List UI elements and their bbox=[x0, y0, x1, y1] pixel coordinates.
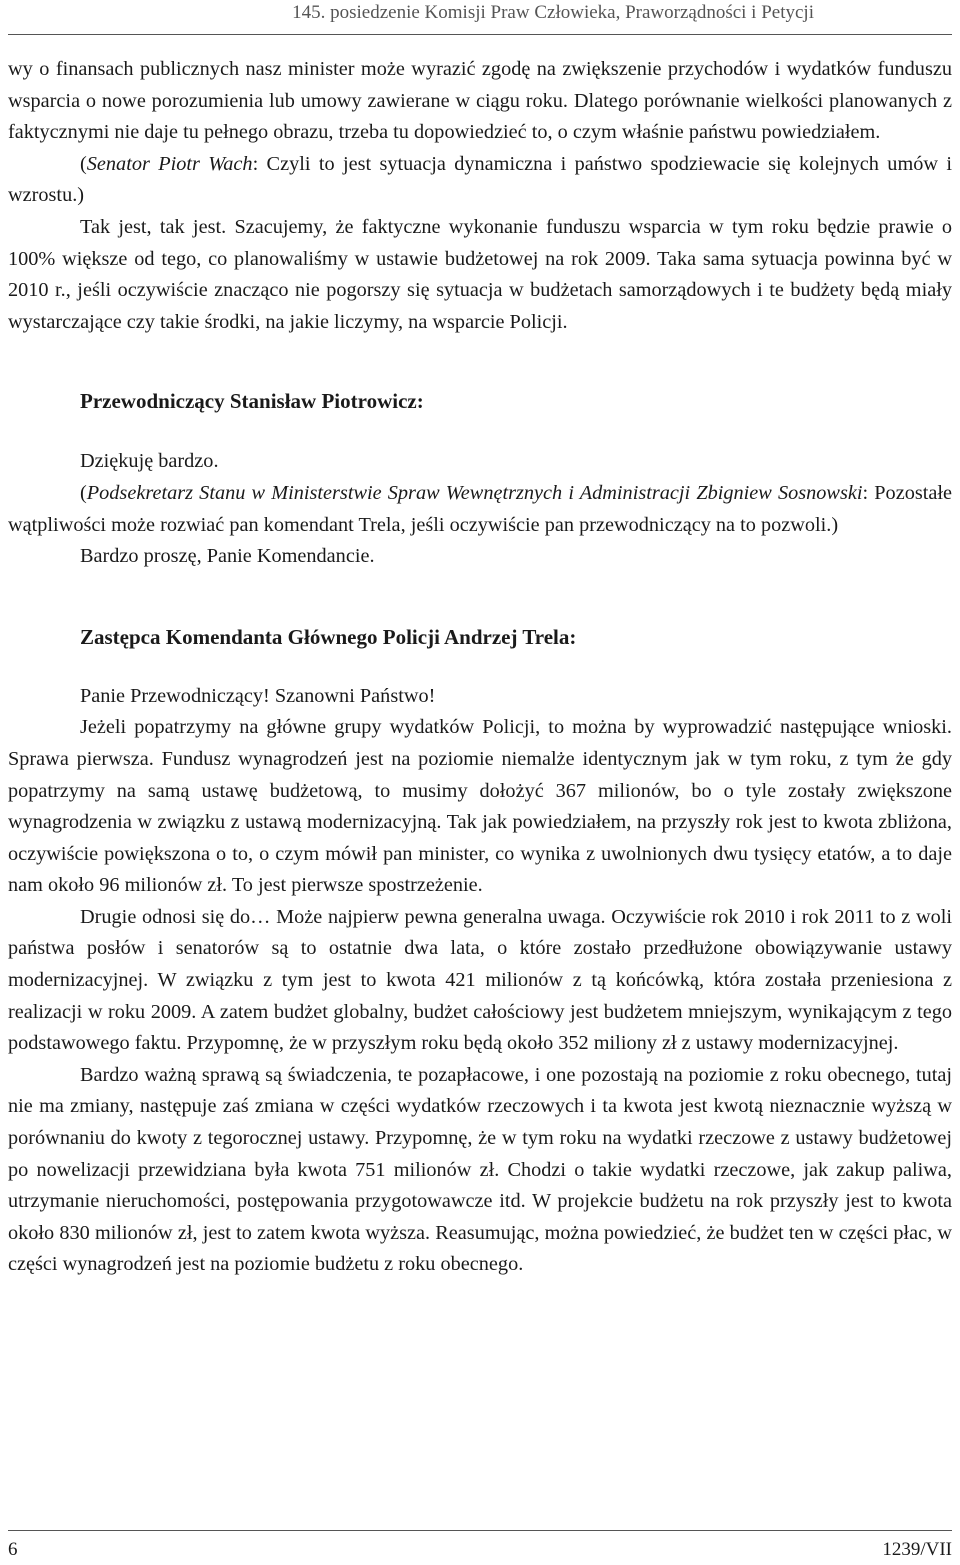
footer-divider bbox=[8, 1530, 952, 1531]
chairman-invitation: Bardzo proszę, Panie Komendancie. bbox=[80, 545, 375, 568]
chairman-thanks: Dziękuję bardzo. bbox=[80, 450, 219, 473]
commander-paragraph-2: Drugie odnosi się do… Może najpierw pewna generalna uwaga. Oczywiście rok 2010 i rok 2011 to z woli państwa posłów i senatorów są to ostatnie dwa lata, o które zostało przedłużone obowiązywanie ustawy modernizacyjnej. W związku z tym jest to kwota 421 milionów z tą końcówką, która została przeniesiona z realizacji w roku 2009. A zatem budżet globalny, budżet całościowy jest budżetem mniejszym, wynikającym z tego podstawowego faktu. Przypomnę, że w przyszłym roku będą około 352 miliony zł z ustawy modernizacyjnej. bbox=[8, 905, 952, 1055]
document-number: 1239/VII bbox=[882, 1539, 952, 1560]
paragraph-interjection bbox=[8, 149, 952, 212]
paragraph-interjection-deputy-minister bbox=[8, 478, 952, 541]
interjection-open-paren: ( bbox=[80, 481, 87, 504]
page-number: 6 bbox=[8, 1539, 18, 1560]
interjection-speaker: Senator Piotr Wach bbox=[86, 152, 253, 175]
header-divider bbox=[8, 34, 952, 35]
paragraph-continuation: wy o finansach publicznych nasz minister może wyrazić zgodę na zwiększenie przychodów i wydatków funduszu wsparcia o nowe porozumienia lub umowy zawierane w ciągu roku. Dlatego porównanie wielkości planowanych z faktycznymi nie daje tu pełnego obrazu, trzeba tu dopowiedzieć to, o czym właśnie państwu powiedziałem. bbox=[8, 58, 952, 144]
commander-paragraph-1: Jeżeli popatrzymy na główne grupy wydatków Policji, to można by wyprowadzić następujące wnioski. Sprawa pierwsza. Fundusz wynagrodzeń jest na poziomie niemalże identycznym jak w tym roku, z tym że gdy popatrzymy na samą ustawę budżetową, to musimy dołożyć 367 milionów, bo o tyle zostały zwiększone wynagrodzenia w związku z ustawą modernizacyjną. Tak jak powiedziałem, na przyszły rok jest to kwota zbliżona, oczywiście powiększona o to, o czym mówił pan minister, co wynika z uwolnionych dwu tysięcy etatów, a to daje nam około 96 milionów zł. To jest pierwsze spostrzeżenie. bbox=[8, 716, 952, 897]
running-header: 145. posiedzenie Komisji Praw Człowieka, Praworządności i Petycji bbox=[292, 2, 814, 23]
commander-greeting: Panie Przewodniczący! Szanowni Państwo! bbox=[80, 684, 436, 707]
commander-paragraph-3: Bardzo ważną sprawą są świadczenia, te pozapłacowe, i one pozostają na poziomie z roku obecnego, tutaj nie ma zmiany, następuje zaś zmiana w części wydatków rzeczowych i ta kwota jest kwotą nieznacznie wyższą w porównaniu do kwoty z tegorocznej ustawy. Przypomnę, że w tym roku na wydatki rzeczowe z ustawy budżetowej po nowelizacji przewidziana była kwota 751 milionów zł. Chodzi o takie wydatki rzeczowe, jak zakup paliwa, utrzymanie nieruchomości, postępowania przygotowawcze itd. W projekcie budżetu na rok przyszły jest to kwota około 830 milionów zł, jest to zatem kwota wyższa. Reasumując, można powiedzieć, że budżet ten w części płac, w części wynagrodzeń jest na poziomie budżetu z roku obecnego. bbox=[8, 1063, 952, 1276]
document-body bbox=[8, 54, 952, 1281]
speaker-heading-deputy-commander: Zastępca Komendanta Głównego Policji Andrzej Trela: bbox=[80, 624, 577, 649]
speaker-heading-chairman: Przewodniczący Stanisław Piotrowicz: bbox=[80, 389, 424, 414]
interjection-text: : Czyli to jest sytuacja dynamiczna i państwo spodziewacie się kolejnych umów i wzrostu.) bbox=[8, 152, 952, 207]
interjection-open-paren: ( bbox=[80, 152, 87, 175]
interjection-text: : Pozostałe wątpliwości może rozwiać pan komendant Trela, jeśli oczywiście pan przewodniczący na to pozwoli.) bbox=[8, 481, 952, 536]
interjection-speaker: Podsekretarz Stanu w Ministerstwie Spraw Wewnętrznych i Administracji Zbigniew Sosnowski bbox=[86, 481, 863, 504]
paragraph-answer: Tak jest, tak jest. Szacujemy, że faktyczne wykonanie funduszu wsparcia w tym roku będzie prawie o 100% większe od tego, co planowaliśmy w ustawie budżetowej na rok 2009. Taka sama sytuacja powinna być w 2010 r., jeśli oczywiście znacząco nie pogorszy się sytuacja w budżetach samorządowych i te budżety będą miały wystarczające czy takie środki, na jakie liczymy, na wsparcie Policji. bbox=[8, 215, 952, 333]
